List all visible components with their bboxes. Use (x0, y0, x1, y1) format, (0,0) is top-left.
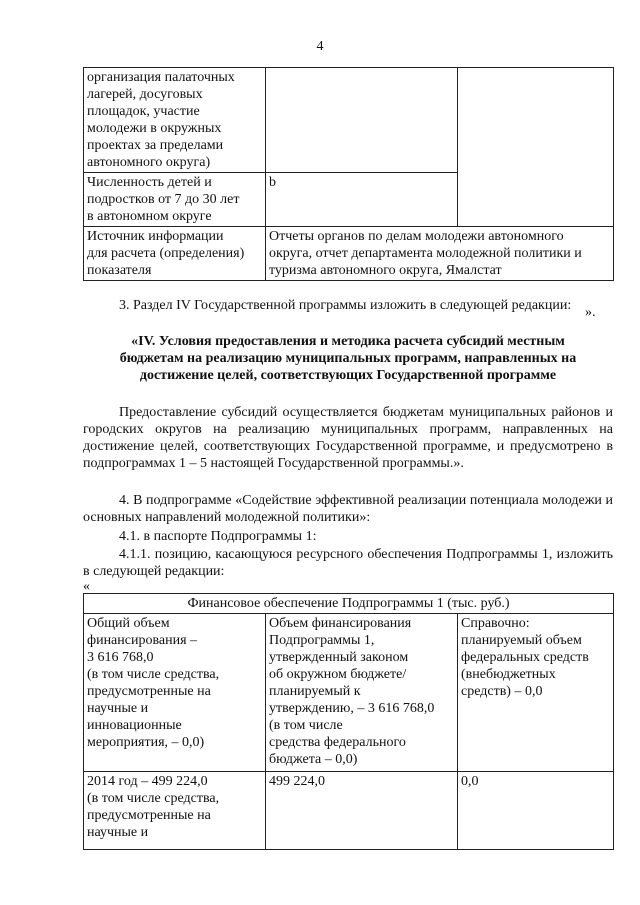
cell-line: b (269, 175, 276, 190)
cell-line: 499 224,0 (269, 774, 325, 789)
cell-line: для расчета (определения) (87, 246, 245, 261)
table-cell (458, 772, 614, 850)
table-cell (84, 68, 266, 173)
cell-line: бюджета – 0,0) (269, 752, 358, 767)
cell-line: в автономном округе (87, 209, 212, 224)
cell-line: (внебюджетных (461, 667, 556, 682)
financing-table (83, 593, 614, 850)
cell-line: 0,0 (461, 774, 479, 789)
cell-line: планируемый объем (461, 633, 582, 648)
cell-line: туризма автономного округа, Ямалстат (269, 263, 502, 278)
cell-line: Источник информации (87, 229, 224, 244)
cell-line: инновационные (87, 718, 182, 733)
cell-line: (в том числе (269, 718, 343, 733)
paragraph-4-1: 4.1. в паспорте Подпрограммы 1: (119, 529, 317, 544)
cell-line: научные и (87, 825, 149, 840)
cell-line: площадок, участие (87, 104, 200, 119)
paragraph-3: 3. Раздел IV Государственной программы изложить в следующей редакции: (119, 298, 572, 313)
table-row (84, 68, 614, 173)
table-row (84, 227, 614, 281)
section-heading (83, 333, 613, 384)
cell-line: проектах за пределами (87, 138, 224, 153)
table-cell (266, 227, 614, 281)
cell-line: округа, отчет департамента молодежной политики и (269, 246, 582, 261)
paragraph-4-1-1: 4.1.1. позицию, касающуюся ресурсного обеспечения Подпрограммы 1, изложить в следующей редакции: (83, 547, 613, 579)
cell-line: средства федерального (269, 735, 406, 750)
paragraph-subsidy: Предоставление субсидий осуществляется бюджетам муниципальных районов и городских округов на реализацию муниципальных программ, направленных на достижение целей, соответствующих Государственной программе, и предусмотрено в подпрограммах 1 – 5 настоящей Государственной программы.». (83, 405, 613, 471)
heading-line: бюджетам на реализацию муниципальных программ, направленных на (119, 351, 577, 366)
cell-line: финансирования – (87, 633, 198, 648)
cell-line: предусмотренные на (87, 808, 211, 823)
cell-line: молодежи в окружных (87, 121, 222, 136)
heading-line: «IV. Условия предоставления и методика расчета субсидий местным (131, 334, 565, 349)
opening-quote: « (83, 579, 90, 594)
cell-line: Объем финансирования (269, 616, 412, 631)
cell-line: мероприятия, – 0,0) (87, 735, 205, 750)
table-row (84, 614, 614, 772)
cell-line: утвержденный законом (269, 650, 409, 665)
table-cell (458, 68, 614, 227)
cell-line: показателя (87, 263, 152, 278)
cell-line: федеральных средств (461, 650, 589, 665)
table-cell (266, 173, 458, 227)
table-cell (84, 614, 266, 772)
cell-line: научные и (87, 701, 149, 716)
cell-line: планируемый к (269, 684, 361, 699)
cell-line: организация палаточных (87, 70, 235, 85)
table-header: Финансовое обеспечение Подпрограммы 1 (тыс. руб.) (84, 594, 614, 614)
cell-line: 3 616 768,0 (87, 650, 154, 665)
cell-line: (в том числе средства, (87, 667, 220, 682)
cell-line: автономного округа) (87, 155, 211, 170)
cell-line: подростков от 7 до 30 лет (87, 192, 240, 207)
cell-line: лагерей, досуговых (87, 87, 203, 102)
cell-line: Численность детей и (87, 175, 212, 190)
table-cell (84, 772, 266, 850)
cell-line: средств) – 0,0 (461, 684, 543, 699)
table-cell (84, 173, 266, 227)
table-cell (266, 614, 458, 772)
table-cell (84, 227, 266, 281)
paragraph-4: 4. В подпрограмме «Содействие эффективной реализации потенциала молодежи и основных направлений молодежной политики»: (83, 493, 613, 525)
heading-line: достижение целей, соответствующих Государственной программе (139, 368, 557, 383)
cell-line: (в том числе средства, (87, 791, 220, 806)
cell-line: Общий объем (87, 616, 170, 631)
cell-line: предусмотренные на (87, 684, 211, 699)
page-number: 4 (316, 39, 324, 54)
cell-line: утверждению, – 3 616 768,0 (269, 701, 435, 716)
cell-line: Отчеты органов по делам молодежи автономного (269, 229, 564, 244)
cell-line: об окружном бюджете/ (269, 667, 407, 682)
cell-line: Подпрограммы 1, (269, 633, 375, 648)
table-cell (458, 614, 614, 772)
table-row (84, 772, 614, 850)
closing-quote: ». (585, 305, 596, 320)
table-row (84, 594, 614, 614)
indicator-table (83, 67, 614, 281)
table-cell (266, 68, 458, 173)
cell-line: 2014 год – 499 224,0 (87, 774, 208, 789)
cell-line: Справочно: (461, 616, 530, 631)
table-cell (266, 772, 458, 850)
